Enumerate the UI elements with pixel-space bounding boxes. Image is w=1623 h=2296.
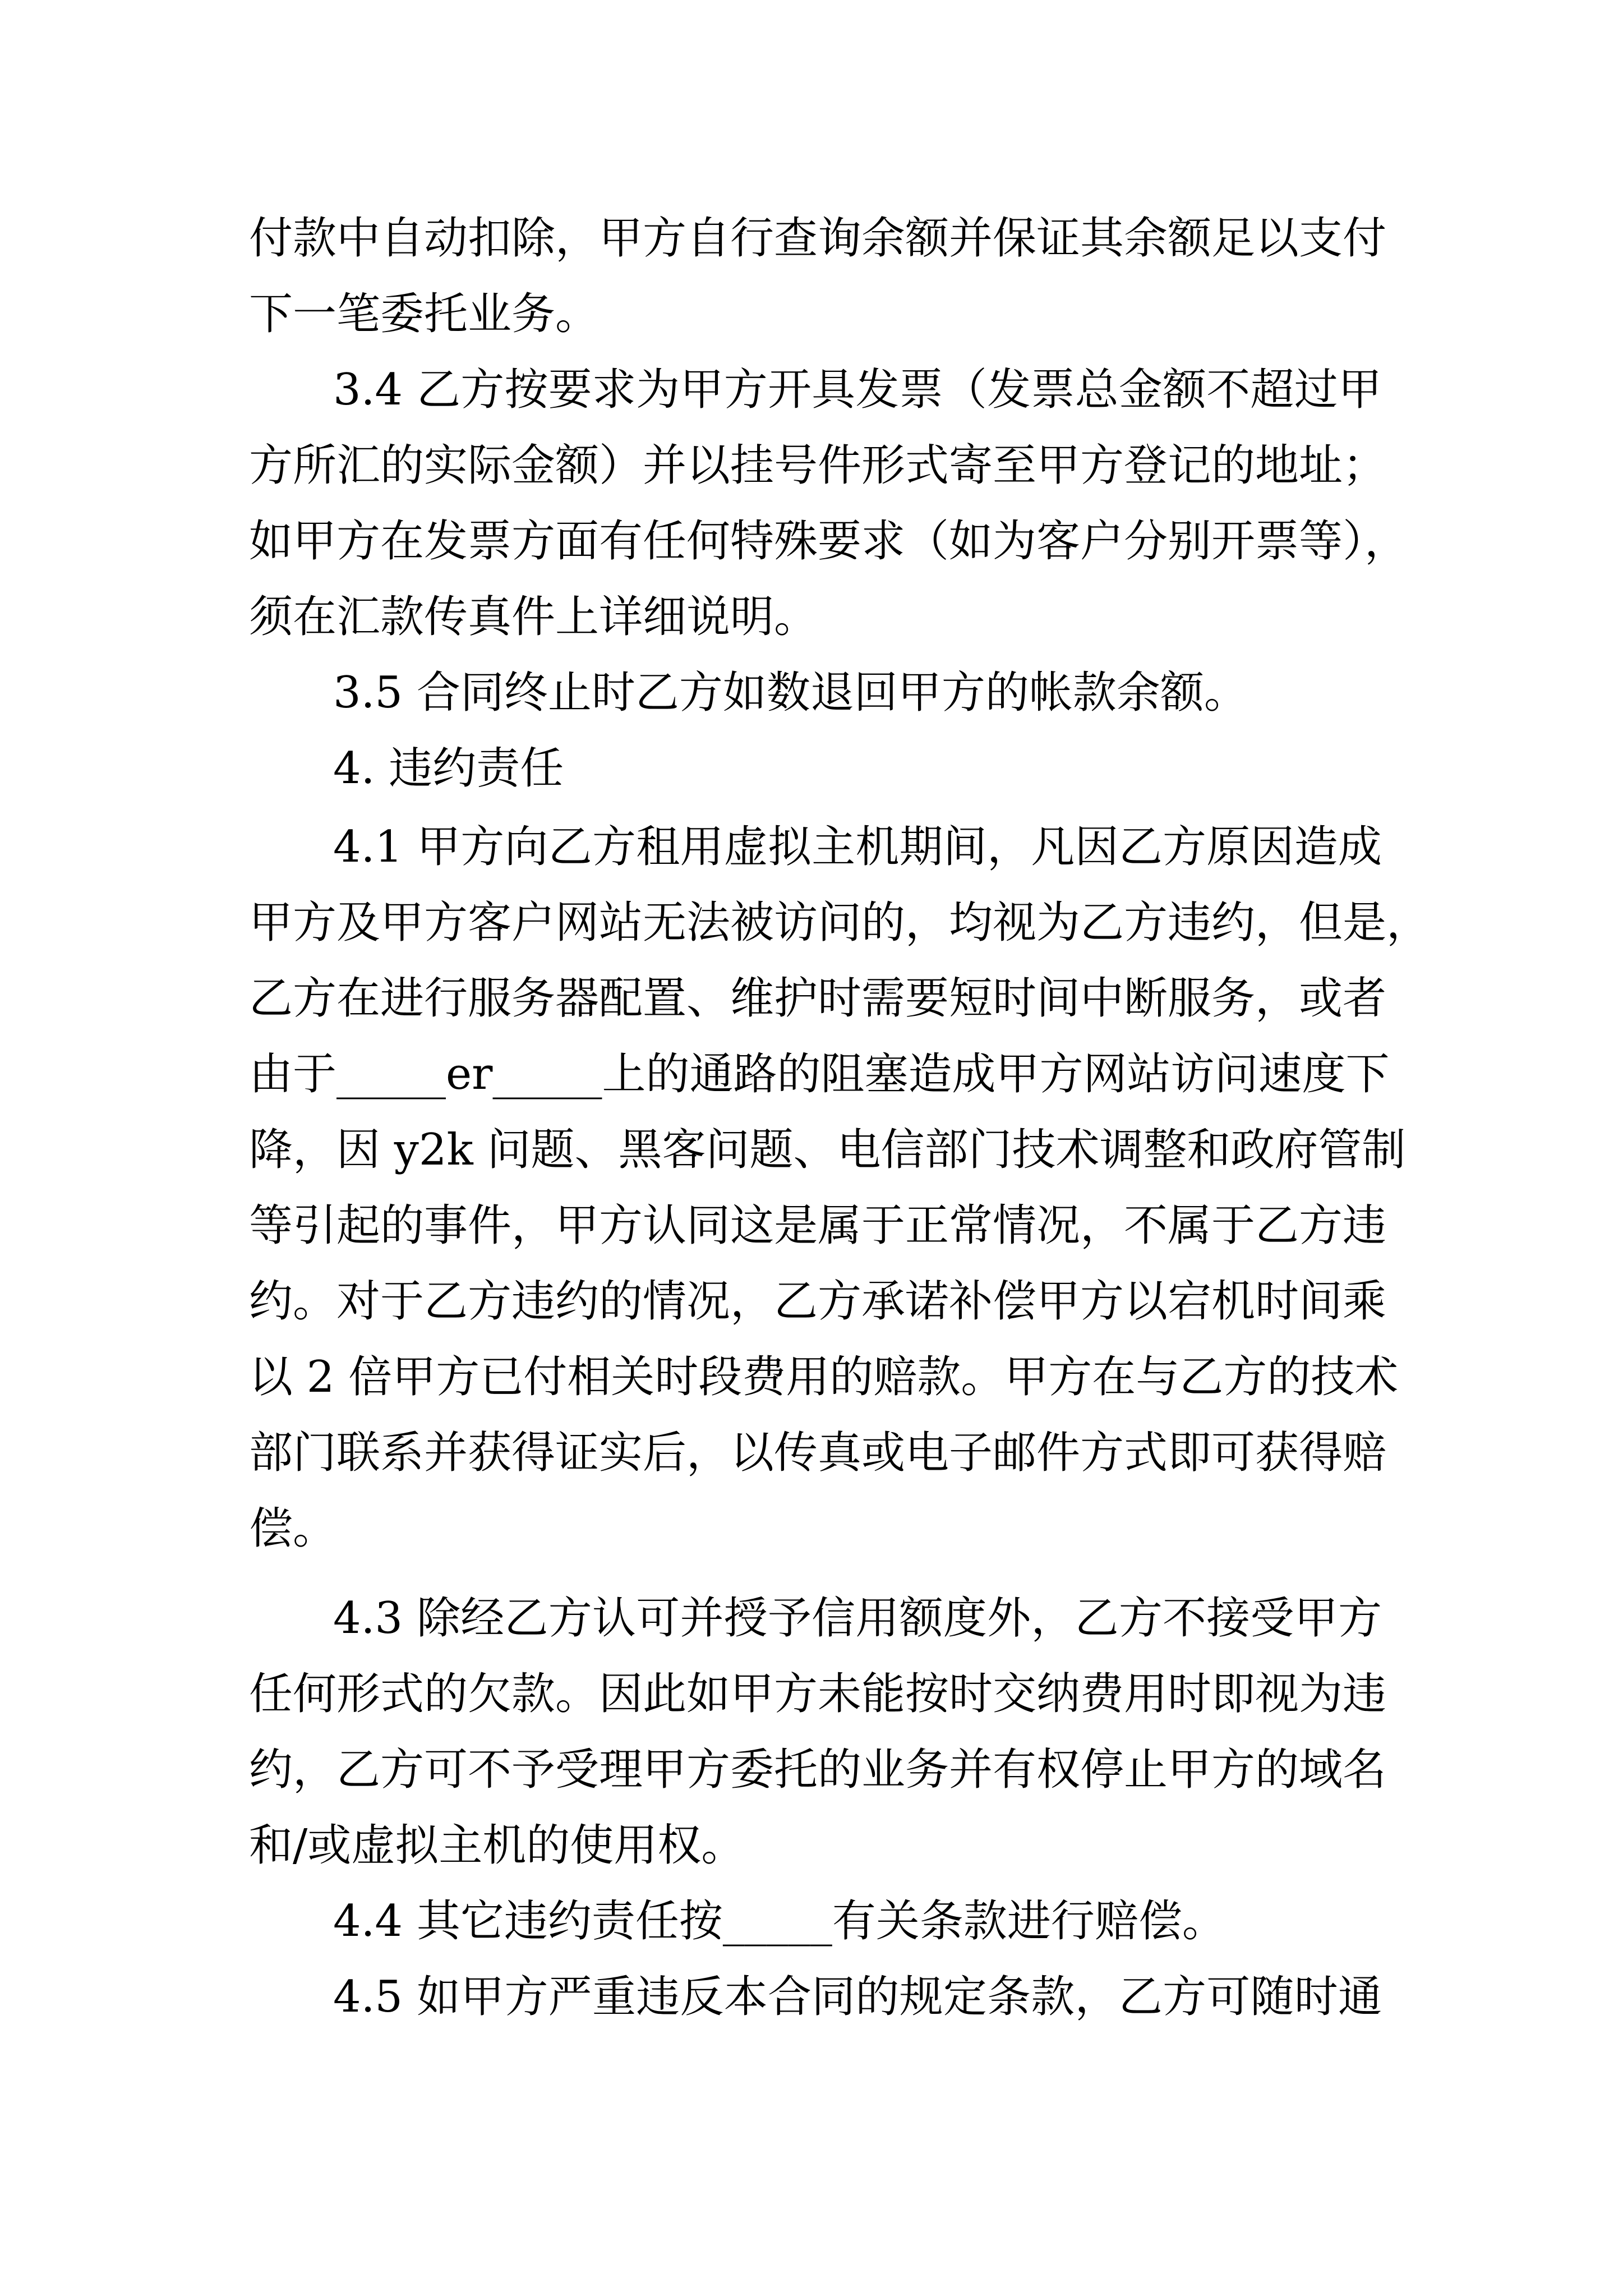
- document-text-line: 以 2 倍甲方已付相关时段费用的赔款。甲方在与乙方的技术: [249, 1352, 1399, 1402]
- document-text-line: 由于_____er_____上的通路的阻塞造成甲方网站访问速度下: [249, 1049, 1390, 1099]
- document-text-line: 约，乙方可不予受理甲方委托的业务并有权停止甲方的域名: [249, 1745, 1387, 1795]
- document-text-line: 4.1 甲方向乙方租用虚拟主机期间，凡因乙方原因造成: [333, 822, 1382, 872]
- document-text-line: 部门联系并获得证实后，以传真或电子邮件方式即可获得赔: [249, 1428, 1387, 1478]
- document-text-line: 4.3 除经乙方认可并授予信用额度外，乙方不接受甲方: [333, 1593, 1382, 1644]
- document-text-line: 等引起的事件，甲方认同这是属于正常情况，不属于乙方违: [249, 1200, 1387, 1251]
- document-text-line: 4.4 其它违约责任按_____有关条款进行赔偿。: [333, 1896, 1226, 1947]
- document-text-line: 3.4 乙方按要求为甲方开具发票（发票总金额不超过甲: [333, 365, 1382, 415]
- document-text-line: 方所汇的实际金额）并以挂号件形式寄至甲方登记的地址；: [249, 440, 1387, 491]
- document-text-line: 约。对于乙方违约的情况，乙方承诺补偿甲方以宕机时间乘: [249, 1276, 1387, 1327]
- document-text-line: 下一笔委托业务。: [249, 289, 600, 339]
- document-text-line: 降，因 y2k 问题、黑客问题、电信部门技术调整和政府管制: [249, 1125, 1406, 1175]
- document-text-line: 4. 违约责任: [333, 743, 564, 794]
- document-text-line: 甲方及甲方客户网站无法被访问的，均视为乙方违约，但是，: [249, 898, 1431, 948]
- document-text-line: 偿。: [249, 1503, 337, 1554]
- document-text-line: 须在汇款传真件上详细说明。: [249, 592, 818, 642]
- document-text-line: 4.5 如甲方严重违反本合同的规定条款，乙方可随时通: [333, 1972, 1382, 2022]
- document-text-line: 3.5 合同终止时乙方如数退回甲方的帐款余额。: [333, 668, 1248, 718]
- document-text-line: 任何形式的欠款。因此如甲方未能按时交纳费用时即视为违: [249, 1669, 1387, 1719]
- document-text-line: 乙方在进行服务器配置、维护时需要短时间中断服务，或者: [249, 973, 1387, 1024]
- document-text-line: 付款中自动扣除，甲方自行查询余额并保证其余额足以支付: [249, 213, 1387, 264]
- document-text-line: 如甲方在发票方面有任何特殊要求（如为客户分别开票等），: [249, 516, 1409, 567]
- document-text-line: 和/或虚拟主机的使用权。: [249, 1820, 745, 1871]
